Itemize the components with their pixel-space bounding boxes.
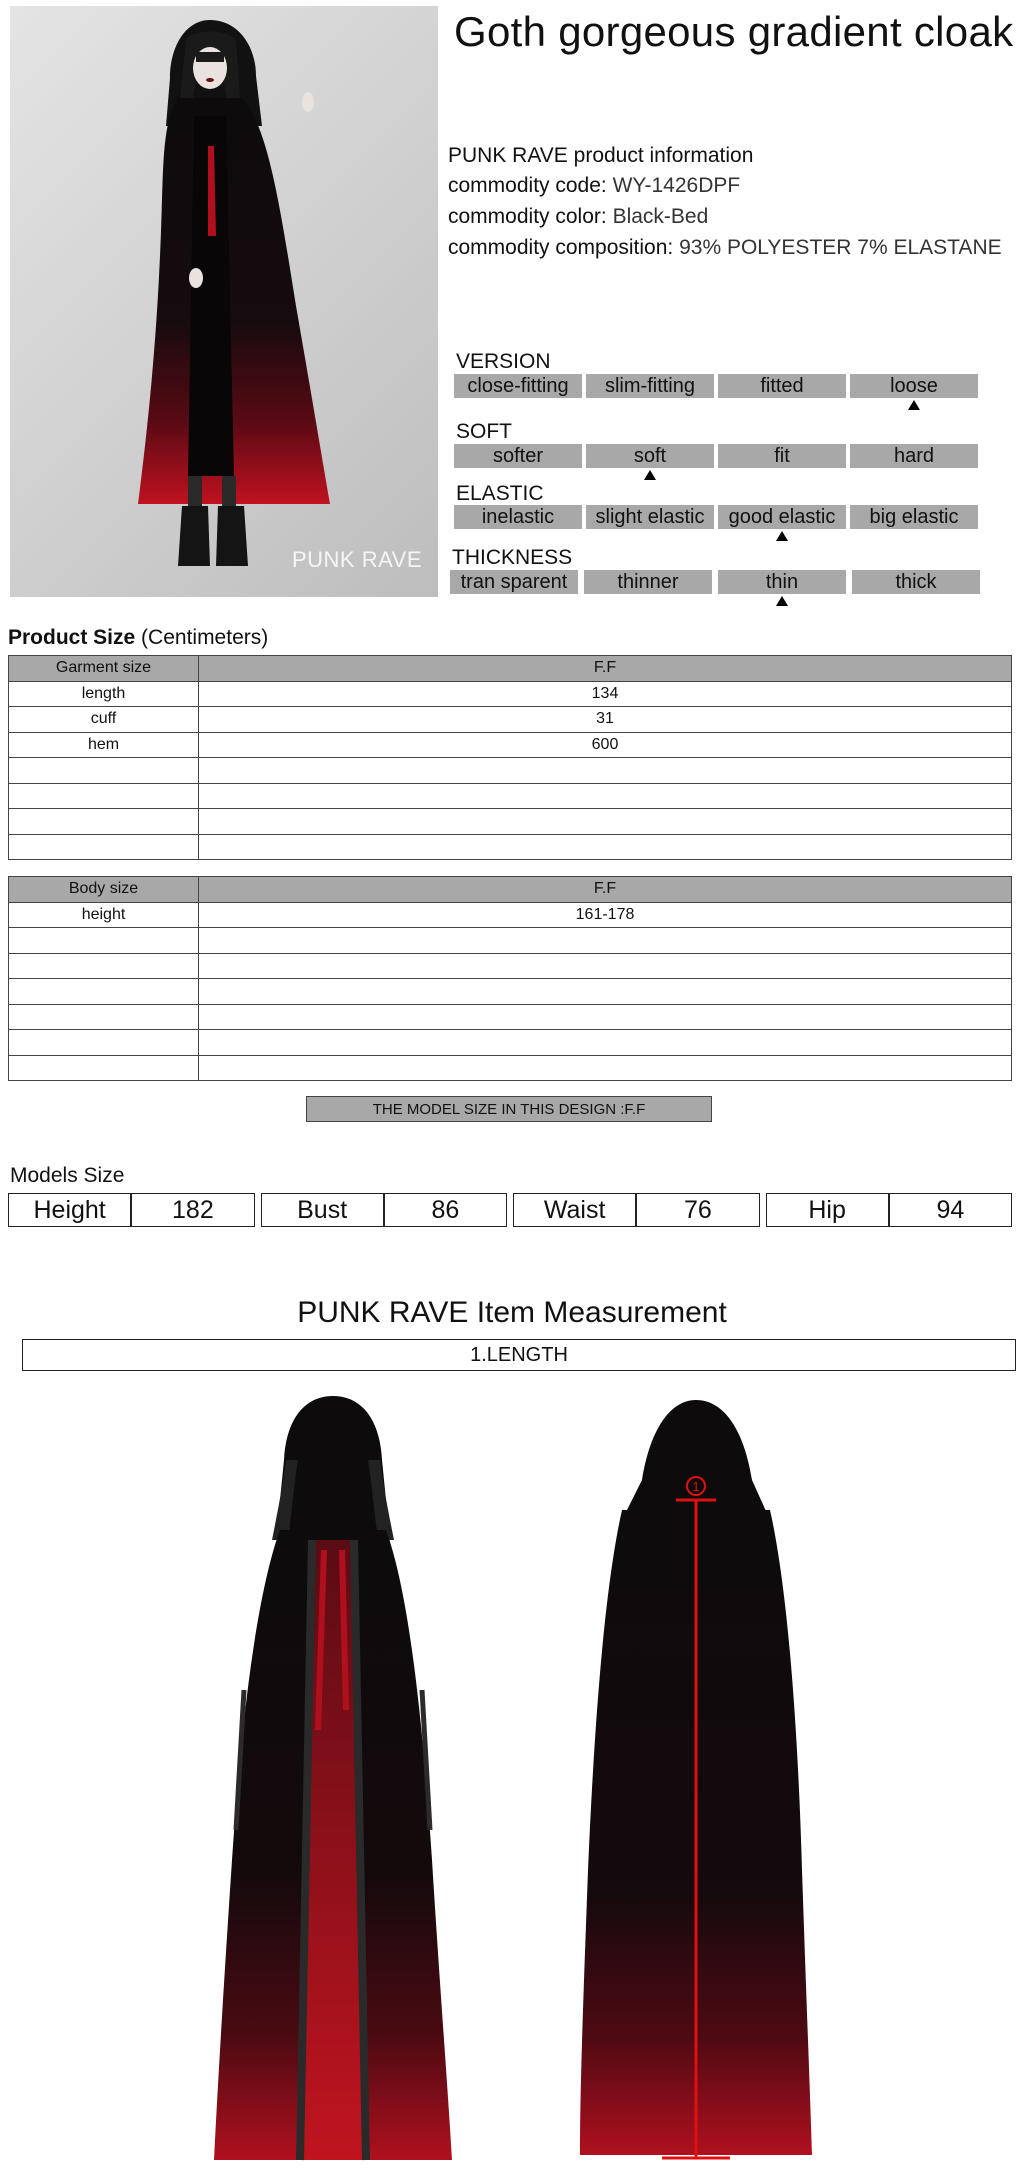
commodity-composition-value: 93% POLYESTER 7% ELASTANE	[679, 236, 1002, 259]
table-cell	[9, 979, 199, 1005]
version-option-slim-fitting: slim-fitting	[586, 374, 714, 398]
table-cell	[9, 809, 199, 835]
table-cell: 161-178	[199, 902, 1012, 928]
thickness-option-tran-sparent: tran sparent	[450, 570, 578, 594]
table-cell: cuff	[9, 707, 199, 733]
waist-value: 76	[636, 1193, 759, 1227]
commodity-color-line	[448, 205, 708, 229]
table-cell: 134	[199, 681, 1012, 707]
table-row	[9, 979, 1012, 1005]
product-size-title-bold: Product Size	[8, 626, 136, 649]
version-option-fitted: fitted	[718, 374, 846, 398]
thickness-label: THICKNESS	[452, 546, 573, 569]
table-cell	[199, 1004, 1012, 1030]
table-row	[9, 783, 1012, 809]
table-row	[9, 758, 1012, 784]
table-cell	[199, 928, 1012, 954]
soft-option-fit: fit	[718, 444, 846, 468]
table-cell	[199, 758, 1012, 784]
table-cell	[9, 834, 199, 860]
product-size-unit: (Centimeters)	[141, 626, 269, 649]
elastic-label: ELASTIC	[456, 482, 544, 505]
hip-label: Hip	[766, 1193, 889, 1227]
elastic-option-good-elastic: good elastic	[718, 505, 846, 529]
version-label: VERSION	[456, 350, 551, 373]
height-label: Height	[8, 1193, 131, 1227]
version-option-loose: loose	[850, 374, 978, 398]
version-selected-marker	[908, 400, 920, 410]
elastic-option-inelastic: inelastic	[454, 505, 582, 529]
bust-value: 86	[384, 1193, 507, 1227]
table-cell	[9, 758, 199, 784]
table-cell	[9, 1055, 199, 1081]
soft-option-softer: softer	[454, 444, 582, 468]
thickness-option-thick: thick	[852, 570, 980, 594]
info-heading: PUNK RAVE product information	[448, 144, 754, 167]
bust-label: Bust	[261, 1193, 384, 1227]
commodity-code-label: commodity code:	[448, 174, 607, 197]
table-cell: hem	[9, 732, 199, 758]
table-cell	[9, 783, 199, 809]
table-cell	[199, 783, 1012, 809]
table-row	[9, 1030, 1012, 1056]
table-cell	[199, 809, 1012, 835]
elastic-option-slight-elastic: slight elastic	[586, 505, 714, 529]
table-header-row	[9, 877, 1012, 903]
model-wearing-cloak-illustration	[10, 6, 438, 597]
commodity-color-label: commodity color:	[448, 205, 607, 228]
table-cell: 31	[199, 707, 1012, 733]
commodity-color-value: Black-Bed	[612, 205, 709, 228]
commodity-composition-line	[448, 236, 1002, 260]
table-row	[9, 1004, 1012, 1030]
commodity-code-line	[448, 174, 740, 198]
measure-marker-number: 1	[692, 1479, 700, 1494]
table-row	[9, 834, 1012, 860]
table-cell	[199, 1055, 1012, 1081]
table-cell	[9, 928, 199, 954]
table-cell	[199, 834, 1012, 860]
brand-watermark: PUNK RAVE	[291, 547, 422, 572]
elastic-option-big-elastic: big elastic	[850, 505, 978, 529]
height-value: 182	[131, 1193, 254, 1227]
table-cell	[199, 1030, 1012, 1056]
table-row	[9, 902, 1012, 928]
cloak-back-view	[572, 1390, 812, 2170]
table-cell: height	[9, 902, 199, 928]
models-size-title: Models Size	[10, 1164, 125, 1187]
elastic-selected-marker	[776, 531, 788, 541]
thickness-option-thinner: thinner	[584, 570, 712, 594]
product-photo	[10, 6, 438, 597]
measurement-item-length: 1.LENGTH	[22, 1339, 1016, 1371]
body-size-table	[8, 876, 1012, 1081]
table-cell: length	[9, 681, 199, 707]
product-title: Goth gorgeous gradient cloak	[454, 8, 1014, 55]
measurement-title: PUNK RAVE Item Measurement	[297, 1296, 727, 1329]
table-cell	[9, 953, 199, 979]
soft-option-soft: soft	[586, 444, 714, 468]
table-header-cell: F.F	[199, 656, 1012, 682]
table-row	[9, 809, 1012, 835]
table-row	[9, 707, 1012, 733]
models-size-table	[8, 1193, 1012, 1227]
version-option-close-fitting: close-fitting	[454, 374, 582, 398]
soft-selected-marker	[644, 470, 656, 480]
table-cell	[199, 979, 1012, 1005]
table-row	[9, 732, 1012, 758]
table-cell	[199, 953, 1012, 979]
product-size-title	[8, 626, 268, 650]
commodity-composition-label: commodity composition:	[448, 236, 674, 259]
thickness-option-thin: thin	[718, 570, 846, 594]
table-header-cell: F.F	[199, 877, 1012, 903]
waist-label: Waist	[513, 1193, 636, 1227]
table-cell	[9, 1030, 199, 1056]
table-cell	[9, 1004, 199, 1030]
table-header-cell: Body size	[9, 877, 199, 903]
soft-label: SOFT	[456, 420, 512, 443]
table-cell: 600	[199, 732, 1012, 758]
table-row	[9, 953, 1012, 979]
table-row	[9, 928, 1012, 954]
cloak-front-view	[208, 1390, 458, 2170]
thickness-selected-marker	[776, 596, 788, 606]
commodity-code-value: WY-1426DPF	[612, 174, 741, 197]
table-header-cell: Garment size	[9, 656, 199, 682]
table-row	[9, 681, 1012, 707]
table-row	[9, 1055, 1012, 1081]
hip-value: 94	[889, 1193, 1012, 1227]
model-size-note: THE MODEL SIZE IN THIS DESIGN :F.F	[306, 1096, 712, 1122]
soft-option-hard: hard	[850, 444, 978, 468]
table-header-row	[9, 656, 1012, 682]
garment-size-table	[8, 655, 1012, 860]
